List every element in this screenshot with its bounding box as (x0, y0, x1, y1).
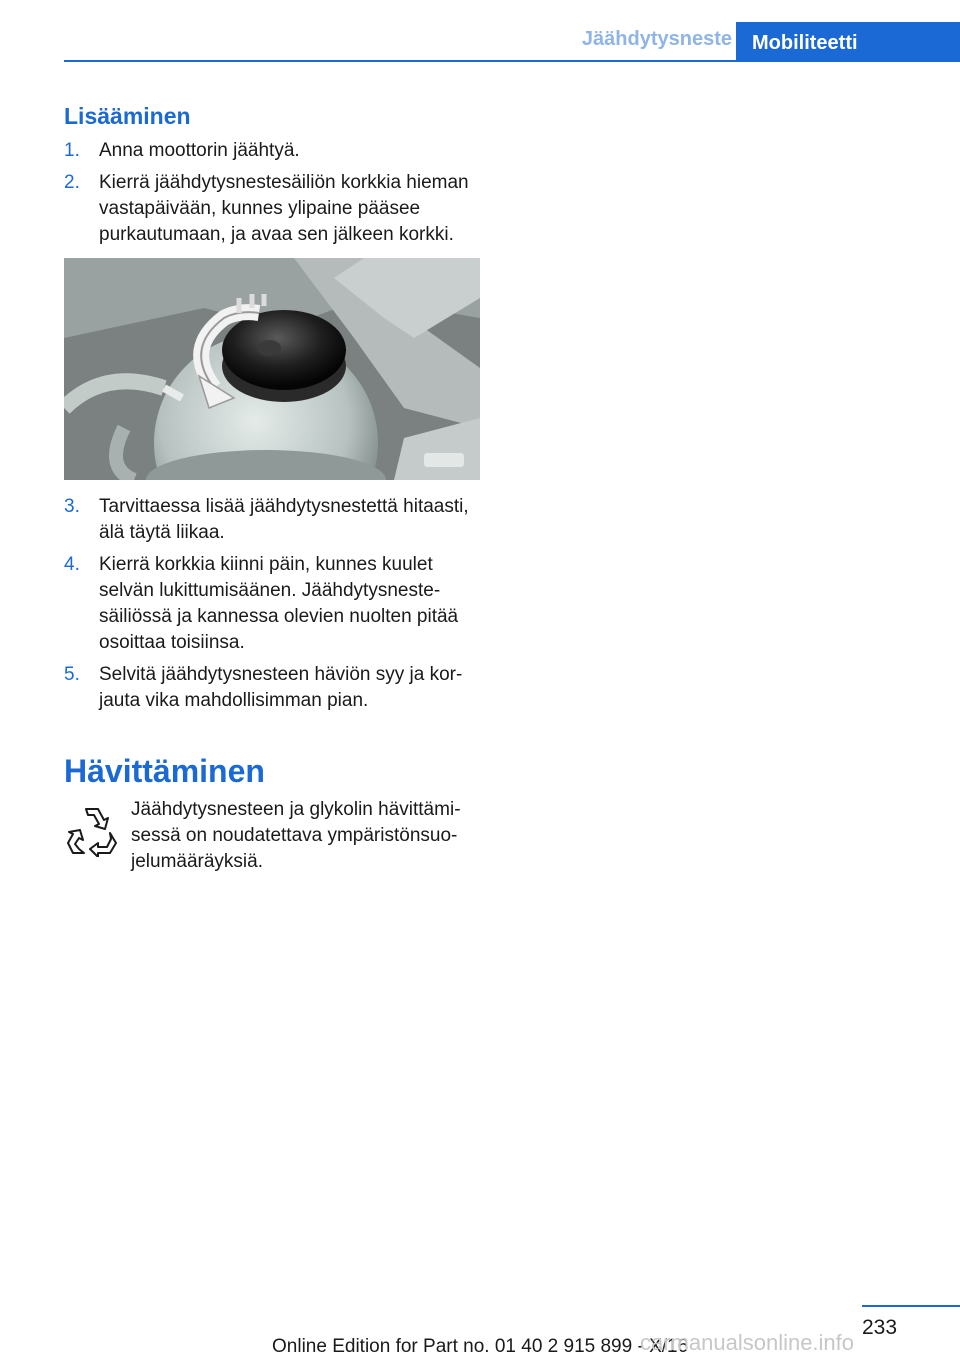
section-heading-adding: Lisääminen (64, 103, 191, 129)
list-item (64, 552, 484, 656)
step-number: 1. (64, 140, 80, 161)
watermark: carmanualsonline.info (640, 1330, 855, 1355)
list-item (64, 138, 484, 164)
coolant-reservoir-photo (64, 258, 480, 480)
step-text: Selvitä jäähdytysnesteen häviön syy ja korjauta vika mahdollisimman pian. (99, 664, 463, 711)
list-item (64, 662, 484, 714)
step-number: 4. (64, 554, 80, 575)
step-text: Tarvittaessa lisää jäähdytysnestettä hitaasti, älä täytä liikaa. (99, 496, 469, 543)
section-heading-disposal: Hävittäminen (64, 753, 265, 789)
list-item (64, 494, 484, 546)
header-chapter-tab[interactable]: Mobiliteetti (736, 22, 960, 62)
steps-list-after-image (64, 494, 484, 720)
edition-footer: Online Edition for Part no. 01 40 2 915 899 - X/16 (272, 1336, 689, 1357)
recycle-icon (66, 803, 118, 857)
footer-rule (862, 1305, 960, 1307)
disposal-text: Jäähdytysnesteen ja glykolin hävittämisessä on noudatettava ympäristönsuojelumääräyksiä. (131, 799, 461, 872)
step-text: Kierrä korkkia kiinni päin, kunnes kuulet selvän lukittumisäänen. Jäähdytysnestesäiliössä ja kannessa olevien nuolten pitää osoittaa toisiinsa. (99, 554, 459, 653)
step-text: Anna moottorin jäähtyä. (99, 140, 300, 161)
step-number: 3. (64, 496, 80, 517)
step-number: 5. (64, 664, 80, 685)
header-section-title[interactable]: Jäähdytysneste (581, 28, 732, 50)
page-number: 233 (862, 1316, 898, 1339)
list-item (64, 170, 484, 248)
step-text: Kierrä jäähdytysnestesäiliön korkkia hieman vastapäivään, kunnes ylipaine pääsee purkautumaan, ja avaa sen jälkeen korkki. (99, 172, 469, 245)
steps-list-before-image (64, 138, 484, 254)
step-number: 2. (64, 172, 80, 193)
